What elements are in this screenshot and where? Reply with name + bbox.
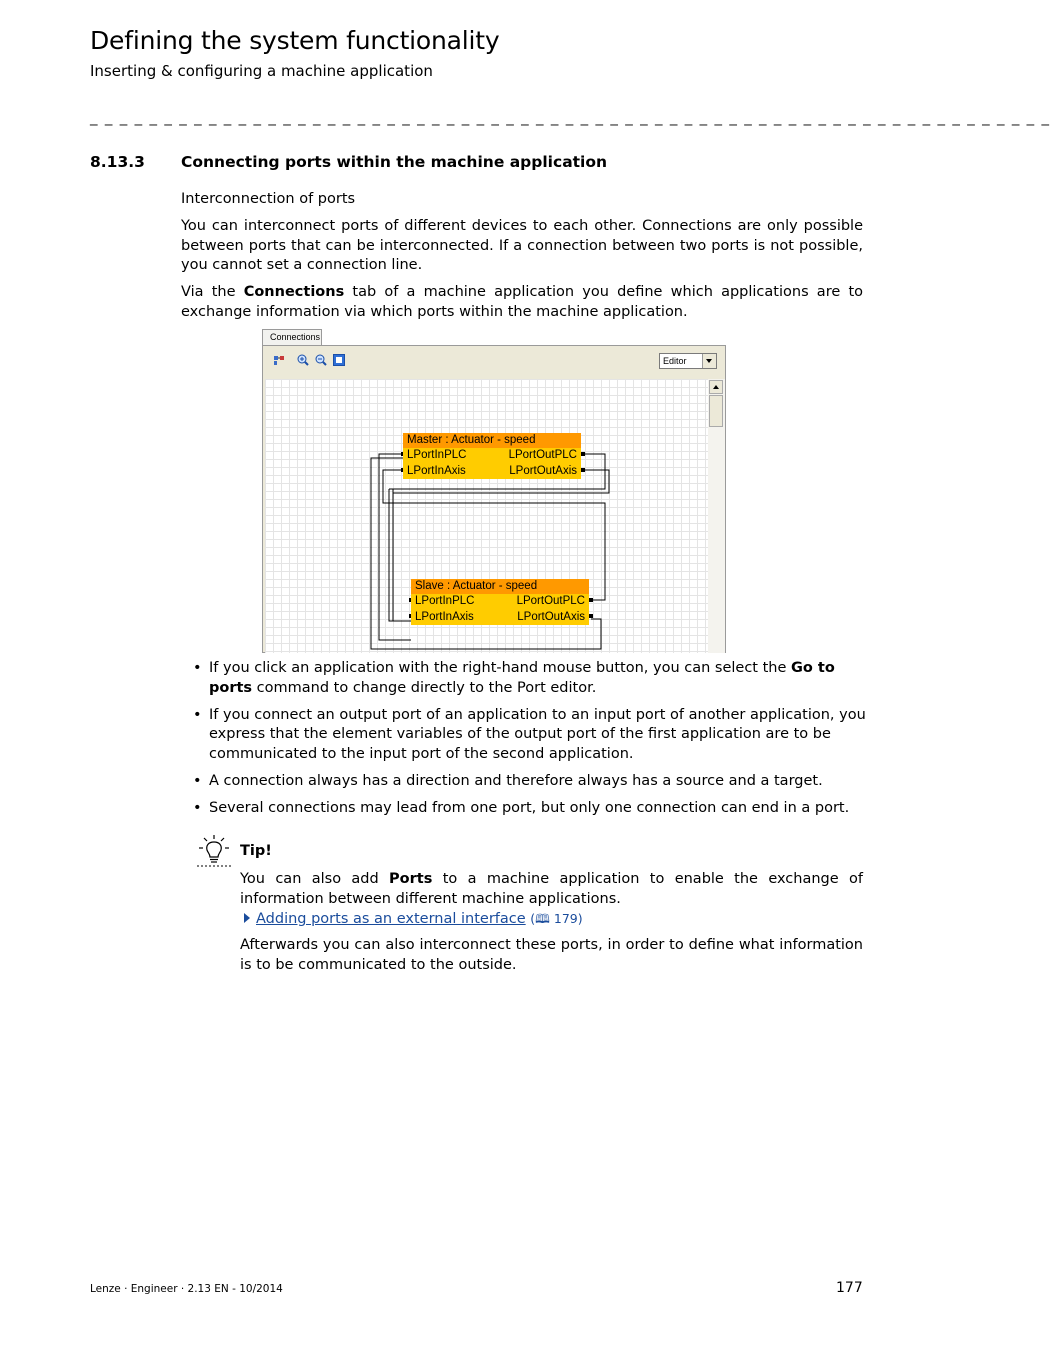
bullet-list bbox=[193, 659, 873, 826]
zoom-out-icon[interactable] bbox=[315, 354, 327, 366]
lightbulb-icon bbox=[197, 833, 231, 867]
tip-text: You can also add Ports to a machine application to enable the exchange of information between different machine applications. bbox=[240, 871, 863, 907]
page-reference[interactable]: (🕮 179) bbox=[530, 911, 583, 926]
connection-line bbox=[379, 454, 411, 640]
master-port-in-axis[interactable]: LPortInAxis bbox=[407, 465, 466, 477]
page-subtitle: Inserting & configuring a machine application bbox=[90, 62, 433, 80]
list-item: • If you connect an output port of an application to an input port of another application, you express that the element variables of the output port of the first application are to be communicated to the input port of the second application. bbox=[193, 706, 873, 765]
section-number: 8.13.3 bbox=[90, 153, 145, 171]
slave-port-in-plc[interactable]: LPortInPLC bbox=[415, 595, 475, 607]
adding-ports-link[interactable]: Adding ports as an external interface bbox=[256, 911, 526, 927]
intro-heading: Interconnection of ports bbox=[181, 191, 356, 207]
list-item: • A connection always has a direction and therefore always has a source and a target. bbox=[193, 772, 873, 792]
page-number: 177 bbox=[836, 1280, 863, 1296]
master-port-in-plc[interactable]: LPortInPLC bbox=[407, 449, 467, 461]
editor-panel bbox=[262, 345, 726, 653]
master-port-out-axis[interactable]: LPortOutAxis bbox=[509, 465, 577, 477]
arrow-right-icon bbox=[244, 913, 250, 923]
slave-port-out-plc[interactable]: LPortOutPLC bbox=[516, 595, 585, 607]
footer-document-info: Lenze · Engineer · 2.13 EN - 10/2014 bbox=[90, 1283, 283, 1295]
list-item: • Several connections may lead from one port, but only one connection can end in a port. bbox=[193, 799, 873, 819]
editor-toolbar bbox=[263, 346, 725, 378]
view-mode-select[interactable] bbox=[659, 353, 717, 369]
master-application-node[interactable] bbox=[403, 433, 581, 479]
slave-node-title: Slave : Actuator - speed bbox=[411, 579, 589, 594]
master-port-out-plc[interactable]: LPortOutPLC bbox=[508, 449, 577, 461]
view-mode-value: Editor bbox=[663, 356, 687, 366]
connection-line bbox=[389, 489, 411, 621]
header-rule: _ _ _ _ _ _ _ _ _ _ _ _ _ _ _ _ _ _ _ _ _ _ _ _ _ _ _ _ _ _ _ _ _ _ _ _ _ _ _ _ _ _ _ _ _ _ _ _ _ _ _ _ _ _ _ _ _ _ _ _ _ _ _ _ _ bbox=[90, 108, 1050, 126]
slave-port-out-axis[interactable]: LPortOutAxis bbox=[517, 611, 585, 623]
chevron-down-icon[interactable] bbox=[702, 354, 716, 368]
connections-editor-screenshot bbox=[262, 329, 727, 653]
scroll-thumb[interactable] bbox=[709, 395, 723, 427]
vertical-scrollbar[interactable] bbox=[708, 379, 725, 653]
intro-paragraph-2: Via the Connections tab of a machine application you define which applications are to exchange information via which ports within the machine application. bbox=[181, 284, 864, 320]
list-item: • If you click an application with the right-hand mouse button, you can select the Go to ports command to change directly to the Port editor. bbox=[193, 659, 873, 698]
tab-connections[interactable]: Connections bbox=[262, 329, 322, 345]
slave-application-node[interactable] bbox=[411, 579, 589, 625]
connections-term: Connections bbox=[243, 284, 345, 300]
connection-canvas[interactable] bbox=[265, 379, 708, 653]
section-title: Connecting ports within the machine application bbox=[181, 153, 608, 171]
scroll-up-icon[interactable] bbox=[709, 380, 723, 394]
fit-icon[interactable] bbox=[333, 354, 345, 366]
intro-paragraph-1: You can interconnect ports of different devices to each other. Connections are only possible between ports that can be interconnected. If a connection between two ports is not possible, you cannot set a connection line. bbox=[181, 218, 863, 273]
master-node-title: Master : Actuator - speed bbox=[403, 433, 581, 448]
slave-port-in-axis[interactable]: LPortInAxis bbox=[415, 611, 474, 623]
tip-link-row bbox=[244, 909, 583, 930]
zoom-in-icon[interactable] bbox=[297, 354, 309, 366]
book-icon: 🕮 bbox=[535, 911, 550, 926]
page-title: Defining the system functionality bbox=[90, 26, 500, 55]
tip-after-text: Afterwards you can also interconnect these ports, in order to define what information is to be communicated to the outside. bbox=[240, 937, 863, 973]
tip-label: Tip! bbox=[240, 843, 272, 859]
arrange-icon[interactable] bbox=[273, 354, 285, 366]
